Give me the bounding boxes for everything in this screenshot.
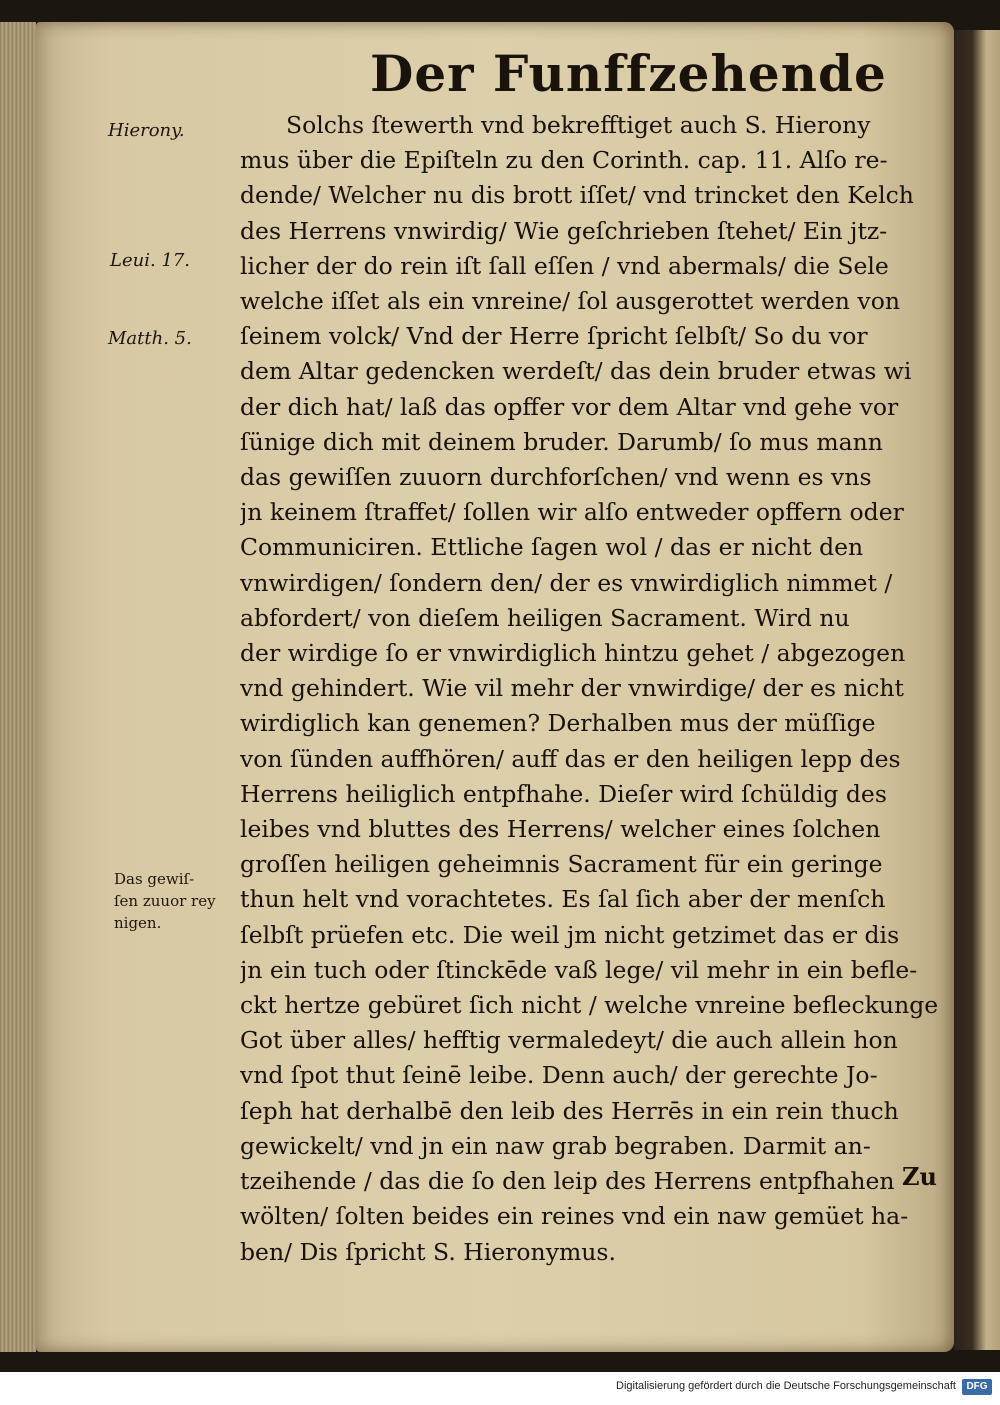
margin-note-gewissen-line: ſen zuuor rey bbox=[114, 892, 216, 910]
margin-note-gewissen-line: Das gewiſ- bbox=[114, 870, 195, 888]
text-line: wölten/ ſolten beides ein reines vnd ein naw gemüet ha- bbox=[240, 1202, 909, 1231]
text-line: dende/ Welcher nu dis brott iſſet/ vnd trincket den Kelch bbox=[240, 181, 914, 210]
text-line: ben/ Dis ſpricht S. Hieronymus. bbox=[240, 1237, 616, 1266]
text-line: mus über die Epiſteln zu den Corinth. cap. 11. Alſo re- bbox=[240, 146, 888, 175]
book-edge-left bbox=[0, 22, 36, 1352]
text-line: ſeph hat derhalbē den leib des Herrēs in ein rein thuch bbox=[240, 1096, 899, 1125]
text-line: ckt hertze gebüret ſich nicht / welche vnreine befleckunge bbox=[240, 991, 939, 1020]
text-line: leibes vnd bluttes des Herrens/ welcher eines ſolchen bbox=[240, 815, 881, 844]
margin-note-matth: Matth. 5. bbox=[108, 328, 192, 349]
text-line: dem Altar gedencken werdeſt/ das dein bruder etwas wi bbox=[240, 357, 912, 386]
text-line: groſſen heiligen geheimnis Sacrament für ein geringe bbox=[240, 850, 883, 879]
text-line: thun helt vnd vorachtetes. Es ſal ſich aber der menſch bbox=[240, 885, 886, 914]
margin-note-gewissen-line: nigen. bbox=[114, 914, 162, 932]
margin-note-leui: Leui. 17. bbox=[110, 250, 191, 271]
margin-note-hierony: Hierony. bbox=[108, 120, 185, 141]
dfg-logo-icon: DFG bbox=[962, 1379, 992, 1395]
running-header: Der Funffzehende bbox=[370, 44, 887, 103]
text-line: vnwirdigen/ ſondern den/ der es vnwirdiglich nimmet / bbox=[240, 568, 893, 597]
text-line: ſünige dich mit deinem bruder. Darumb/ ſo mus mann bbox=[240, 427, 883, 456]
text-line: der wirdige ſo er vnwirdiglich hintzu gehet / abgezogen bbox=[240, 639, 906, 668]
margin-note-gewissen bbox=[114, 868, 216, 934]
text-line: der dich hat/ laß das opffer vor dem Altar vnd gehe vor bbox=[240, 392, 899, 421]
footer-credit: Digitalisierung gefördert durch die Deutsche Forschungsgemeinschaft bbox=[616, 1380, 956, 1392]
text-line: Communiciren. Ettliche ſagen wol / das er nicht den bbox=[240, 533, 864, 562]
book-edge-right bbox=[954, 30, 1000, 1350]
text-line: Solchs ſtewerth vnd bekrefftiget auch S. Hierony bbox=[286, 111, 871, 139]
text-line: jn keinem ſtraffet/ ſollen wir alſo entweder opffern oder bbox=[240, 498, 904, 527]
text-line: welche iſſet als ein vnreine/ ſol ausgerottet werden von bbox=[240, 287, 900, 316]
text-line: licher der do rein iſt ſall eſſen / vnd abermals/ die Sele bbox=[240, 251, 889, 280]
body-text bbox=[240, 108, 940, 1270]
text-line: vnd gehindert. Wie vil mehr der vnwirdige/ der es nicht bbox=[240, 674, 904, 703]
text-line: Herrens heiliglich entpfhahe. Dieſer wird ſchüldig des bbox=[240, 779, 887, 808]
text-line: ſeinem volck/ Vnd der Herre ſpricht ſelbſt/ So du vor bbox=[240, 322, 868, 351]
text-line: des Herrens vnwirdig/ Wie geſchrieben ſtehet/ Ein jtz- bbox=[240, 216, 888, 245]
catchword: Zu bbox=[902, 1162, 937, 1191]
text-line: jn ein tuch oder ſtinckēde vaß lege/ vil mehr in ein befle- bbox=[240, 955, 918, 984]
text-line: Got über alles/ hefftig vermaledeyt/ die auch allein hon bbox=[240, 1026, 898, 1055]
text-line: wirdiglich kan genemen? Derhalben mus der müſſige bbox=[240, 709, 876, 738]
text-line: tzeihende / das die ſo den leip des Herrens entpfhahen bbox=[240, 1167, 895, 1196]
text-line: abfordert/ von dieſem heiligen Sacrament. Wird nu bbox=[240, 603, 850, 632]
footer-bar bbox=[0, 1372, 1000, 1405]
text-line: das gewiſſen zuuorn durchforſchen/ vnd wenn es vns bbox=[240, 463, 872, 492]
text-line: gewickelt/ vnd jn ein naw grab begraben. Darmit an- bbox=[240, 1131, 871, 1160]
text-line: vnd ſpot thut ſeinē leibe. Denn auch/ der gerechte Jo- bbox=[240, 1061, 878, 1090]
text-line: von ſünden auffhören/ auff das er den heiligen lepp des bbox=[240, 744, 901, 773]
text-line: ſelbſt prüefen etc. Die weil jm nicht getzimet das er dis bbox=[240, 920, 900, 949]
